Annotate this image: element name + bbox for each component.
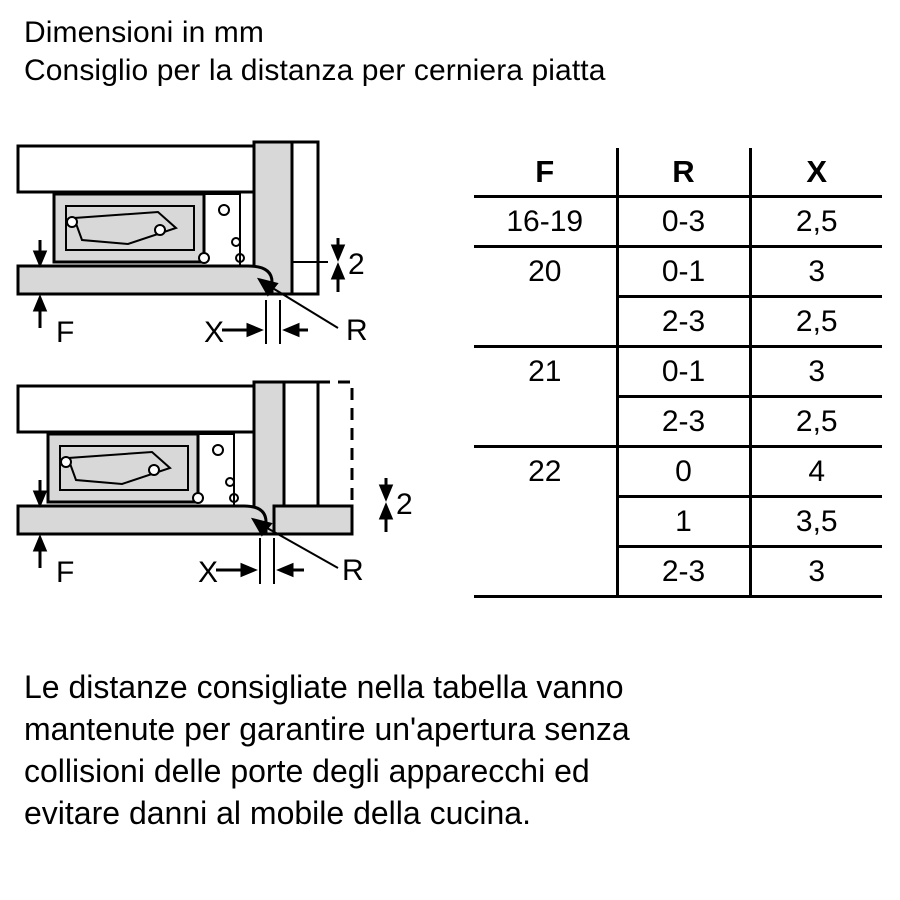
cell-r: 0 bbox=[617, 447, 750, 497]
label-r-bottom: R bbox=[342, 554, 364, 587]
table-header-x: X bbox=[806, 153, 828, 189]
cell-r: 0-1 bbox=[617, 247, 750, 297]
table-row bbox=[474, 247, 882, 297]
label-f-top: F bbox=[56, 316, 75, 349]
label-2-bottom: 2 bbox=[396, 488, 413, 521]
diagram-bottom-view bbox=[18, 382, 391, 584]
label-f-bottom: F bbox=[56, 556, 75, 589]
label-2-top: 2 bbox=[348, 248, 365, 281]
cell-x: 3 bbox=[750, 347, 882, 397]
table-header-row bbox=[474, 148, 882, 197]
clearance-table-container bbox=[474, 148, 882, 598]
footer-note bbox=[24, 666, 876, 834]
table-row bbox=[474, 347, 882, 397]
page-title bbox=[24, 14, 884, 90]
footer-line-1: Le distanze consigliate nella tabella vanno bbox=[24, 669, 624, 705]
footer-line-2: mantenute per garantire un'apertura senza bbox=[24, 711, 630, 747]
table-row bbox=[474, 447, 882, 497]
cell-r: 2-3 bbox=[617, 547, 750, 597]
label-r-top: R bbox=[346, 314, 368, 347]
cell-r: 1 bbox=[617, 497, 750, 547]
table-row bbox=[474, 197, 882, 247]
footer-line-4: evitare danni al mobile della cucina. bbox=[24, 795, 531, 831]
table-row bbox=[474, 397, 882, 447]
diagram-top-view bbox=[18, 142, 343, 344]
label-x-top: X bbox=[204, 316, 225, 349]
cell-r: 2-3 bbox=[617, 397, 750, 447]
cell-x: 3 bbox=[750, 247, 882, 297]
clearance-table bbox=[474, 148, 882, 598]
cell-x: 3 bbox=[750, 547, 882, 597]
table-body bbox=[474, 197, 882, 597]
page-title-line-2: Consiglio per la distanza per cerniera piatta bbox=[24, 54, 606, 87]
cell-f: 20 bbox=[474, 247, 617, 297]
label-x-bottom: X bbox=[198, 556, 219, 589]
cell-x: 2,5 bbox=[750, 397, 882, 447]
cell-r: 0-1 bbox=[617, 347, 750, 397]
cell-x: 3,5 bbox=[750, 497, 882, 547]
cell-f bbox=[474, 397, 617, 447]
cell-f bbox=[474, 297, 617, 347]
cell-f: 21 bbox=[474, 347, 617, 397]
cell-f: 22 bbox=[474, 447, 617, 497]
table-row bbox=[474, 297, 882, 347]
technical-diagrams bbox=[8, 132, 458, 632]
page-title-line-1: Dimensioni in mm bbox=[24, 16, 264, 49]
cell-r: 0-3 bbox=[617, 197, 750, 247]
table-row bbox=[474, 547, 882, 597]
cell-r: 2-3 bbox=[617, 297, 750, 347]
table-header-f: F bbox=[474, 148, 617, 197]
cell-f bbox=[474, 547, 617, 597]
hinge-clearance-diagram bbox=[8, 132, 458, 632]
cell-f: 16-19 bbox=[474, 197, 617, 247]
footer-line-3: collisioni delle porte degli apparecchi ed bbox=[24, 753, 590, 789]
cell-x: 2,5 bbox=[750, 297, 882, 347]
cell-f bbox=[474, 497, 617, 547]
cell-x: 4 bbox=[750, 447, 882, 497]
table-row bbox=[474, 497, 882, 547]
table-header-r: R bbox=[617, 148, 750, 197]
cell-x: 2,5 bbox=[795, 204, 838, 238]
